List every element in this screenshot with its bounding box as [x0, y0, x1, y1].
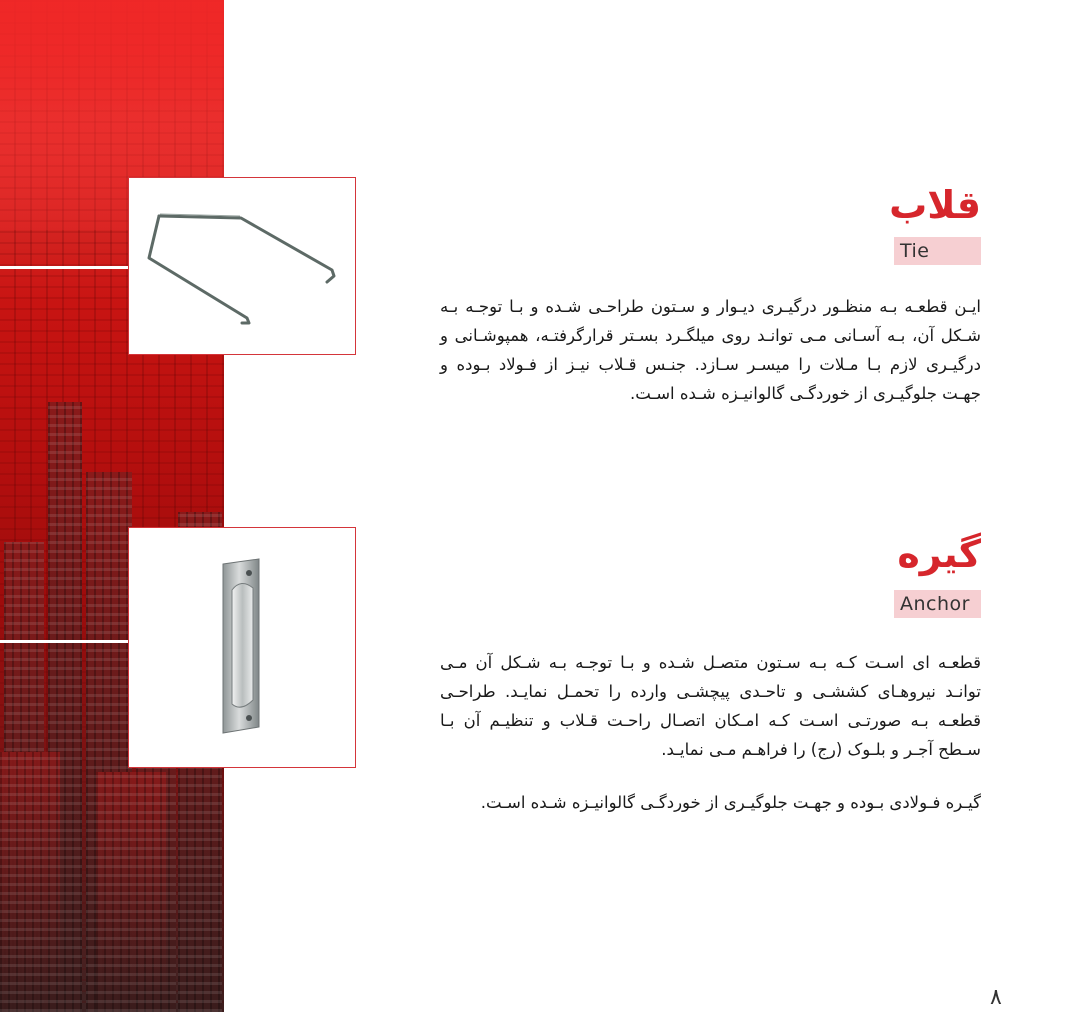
section-label-tie: Tie: [894, 237, 981, 265]
wire-tie-icon: [129, 178, 357, 356]
building: [96, 772, 166, 1012]
city-background-image: [0, 0, 224, 1012]
divider-line: [0, 640, 130, 643]
section-paragraph-anchor-1: قطعـه ای اسـت کـه بـه سـتون متصـل شـده و بـا توجـه بـه شـکل آن مـی توانـد نیروهـای کششـی و تاحـدی پیچشـی وارده را تحمـل نمایـد. طراحـی قطعـه بـه صورتـی اسـت کـه امـکان اتصـال راحـت قـلاب و تنظیـم آن بـا سـطح آجـر و بلـوک (رج) را فراهـم مـی نمایـد.: [440, 653, 981, 759]
anchor-plate-icon: [129, 528, 357, 769]
section-paragraph-anchor-2: گیـره فـولادی بـوده و جهـت جلوگیـری از خوردگـی گالوانیـزه شـده اسـت.: [480, 793, 981, 812]
divider-line: [0, 266, 130, 269]
section-paragraph-tie: ایـن قطعـه بـه منظـور درگیـری دیـوار و سـتون طراحـی شـده و بـا توجـه بـه شـکل آن، بـه آسـانی مـی توانـد روی میلگـرد بسـتر قرارگرفتـه، همپوشـانی و درگیـری لازم بـا مـلات را میسـر سـازد. جنـس قـلاب نیـز از فـولاد بـوده و جهـت جلوگیـری از خوردگـی گالوانیـزه شـده اسـت.: [440, 297, 981, 403]
section-label-anchor: Anchor: [894, 590, 981, 618]
tie-image: [128, 177, 356, 355]
section-title-anchor: گیره: [897, 532, 981, 576]
section-title-tie: قلاب: [889, 183, 981, 227]
page-number: ۸: [990, 985, 1002, 1010]
building: [0, 752, 60, 1012]
anchor-image: [128, 527, 356, 768]
